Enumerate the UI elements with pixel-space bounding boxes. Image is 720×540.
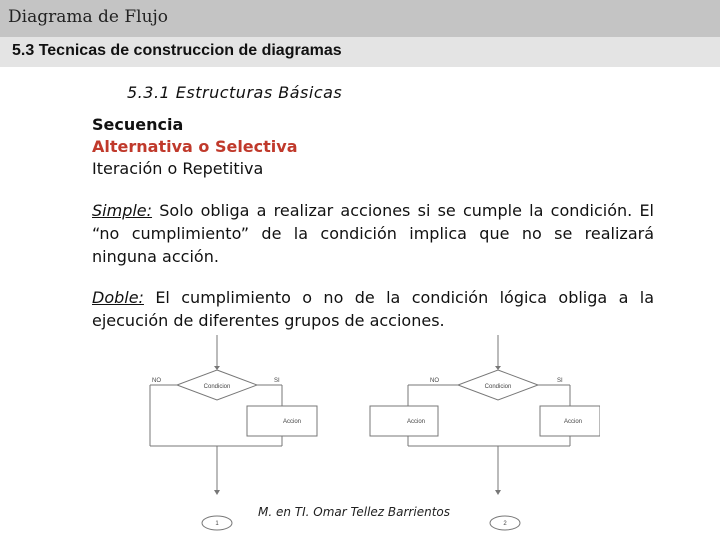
no-label: NO	[430, 378, 439, 384]
no-label: NO	[152, 378, 161, 384]
action-label: Accion	[563, 419, 583, 425]
si-label: SI	[557, 378, 563, 384]
structure-item-alternativa: Alternativa o Selectiva	[92, 137, 298, 156]
text-doble: El cumplimiento o no de la condición lógica obliga a la ejecución de diferentes grupos de acciones.	[92, 288, 654, 330]
flowchart-doble	[370, 335, 600, 530]
structure-item-secuencia: Secuencia	[92, 115, 184, 134]
footer-author: M. en TI. Omar Tellez Barrientos	[258, 505, 450, 519]
text-simple: Solo obliga a realizar acciones si se cumple la condición. El “no cumplimiento” de la condición implica que no se realizará ninguna acción.	[92, 201, 654, 266]
slide-title: Diagrama de Flujo	[8, 7, 169, 27]
structures-list	[92, 114, 298, 180]
paragraph-simple	[92, 199, 654, 268]
term-doble: Doble:	[92, 288, 144, 307]
si-label: SI	[274, 378, 280, 384]
connector-label: 2	[503, 521, 507, 527]
action-label: Accion	[406, 419, 426, 425]
flowchart-simple	[150, 335, 317, 530]
condition-label: Condicion	[484, 384, 512, 390]
term-simple: Simple:	[92, 201, 153, 220]
action-label: Accion	[282, 419, 302, 425]
connector-label: 1	[215, 521, 219, 527]
slide-subtitle: 5.3 Tecnicas de construccion de diagramas	[12, 42, 342, 59]
condition-label: Condicion	[203, 384, 231, 390]
action-box-no	[370, 406, 438, 436]
structure-item-iteracion: Iteración o Repetitiva	[92, 159, 264, 178]
title-bar	[0, 0, 720, 37]
subtitle-bar	[0, 37, 720, 67]
paragraph-doble	[92, 286, 654, 332]
section-heading: 5.3.1 Estructuras Básicas	[127, 83, 343, 102]
